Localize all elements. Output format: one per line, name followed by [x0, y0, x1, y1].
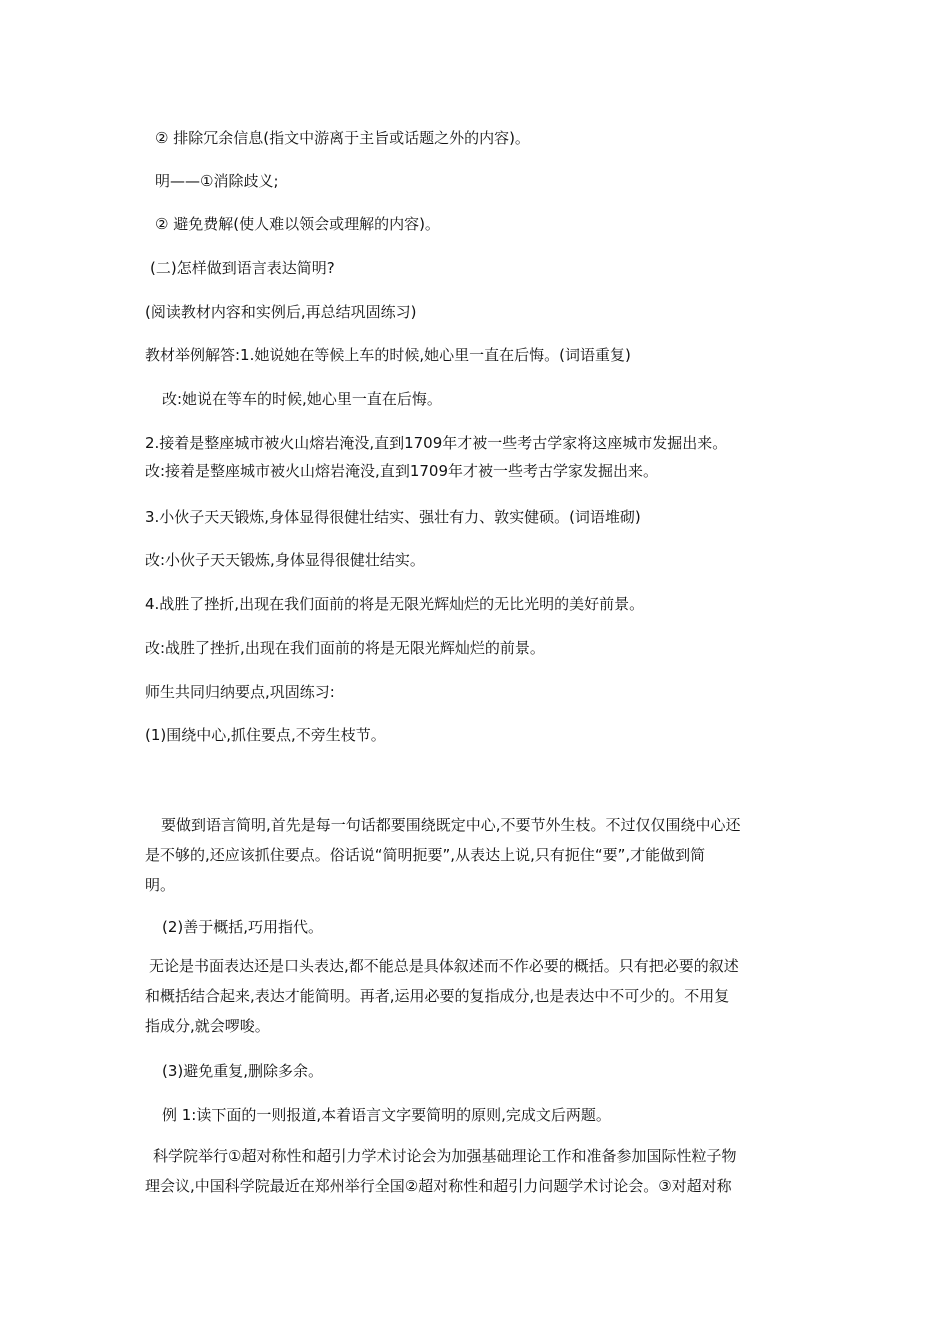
paragraph-line: 是不够的,还应该抓住要点。俗话说“简明扼要”,从表达上说,只有扼住“要”,才能做到简 [145, 846, 706, 864]
point-heading: (3)避免重复,删除多余。 [162, 1062, 324, 1080]
paragraph [145, 951, 810, 1041]
text-line: 师生共同归纳要点,巩固练习: [145, 683, 335, 701]
paragraph-line: 明。 [145, 876, 176, 894]
point-heading: (2)善于概括,巧用指代。 [162, 918, 324, 936]
paragraph-line: 和概括结合起来,表达才能简明。再者,运用必要的复指成分,也是表达中不可少的。不用复 [145, 987, 730, 1005]
text-line: 改:小伙子天天锻炼,身体显得很健壮结实。 [145, 551, 425, 569]
text-line: (阅读教材内容和实例后,再总结巩固练习) [145, 303, 417, 321]
text-line: 明——①消除歧义; [155, 172, 279, 190]
text-line: 改:战胜了挫折,出现在我们面前的将是无限光辉灿烂的前景。 [145, 639, 545, 657]
paragraph-line: 理会议,中国科学院最近在郑州举行全国②超对称性和超引力问题学术讨论会。③对超对称 [145, 1177, 732, 1195]
text-line: 改:接着是整座城市被火山熔岩淹没,直到1709年才被一些考古学家发掘出来。 [145, 462, 658, 480]
text-line: 4.战胜了挫折,出现在我们面前的将是无限光辉灿烂的无比光明的美好前景。 [145, 595, 645, 613]
text-line: ② 避免费解(使人难以领会或理解的内容)。 [155, 215, 440, 233]
paragraph [145, 810, 810, 900]
paragraph-line: 科学院举行①超对称性和超引力学术讨论会为加强基础理论工作和准备参加国际性粒子物 [153, 1147, 737, 1165]
text-line: (二)怎样做到语言表达简明? [150, 259, 335, 277]
text-line: 改:她说在等车的时候,她心里一直在后悔。 [162, 390, 442, 408]
paragraph-line: 无论是书面表达还是口头表达,都不能总是具体叙述而不作必要的概括。只有把必要的叙述 [149, 957, 739, 975]
paragraph-line: 指成分,就会啰唆。 [145, 1017, 270, 1035]
text-line: 教材举例解答:1.她说她在等候上车的时候,她心里一直在后悔。(词语重复) [145, 346, 631, 364]
text-line: ② 排除冗余信息(指文中游离于主旨或话题之外的内容)。 [155, 129, 530, 147]
paragraph-line: 要做到语言简明,首先是每一句话都要围绕既定中心,不要节外生枝。不过仅仅围绕中心还 [161, 816, 741, 834]
text-line: 3.小伙子天天锻炼,身体显得很健壮结实、强壮有力、敦实健硕。(词语堆砌) [145, 508, 641, 526]
text-line: (1)围绕中心,抓住要点,不旁生枝节。 [145, 726, 386, 744]
example-heading: 例 1:读下面的一则报道,本着语言文字要简明的原则,完成文后两题。 [162, 1106, 611, 1124]
text-line: 2.接着是整座城市被火山熔岩淹没,直到1709年才被一些考古学家将这座城市发掘出来。 [145, 434, 728, 452]
paragraph [145, 1141, 810, 1201]
